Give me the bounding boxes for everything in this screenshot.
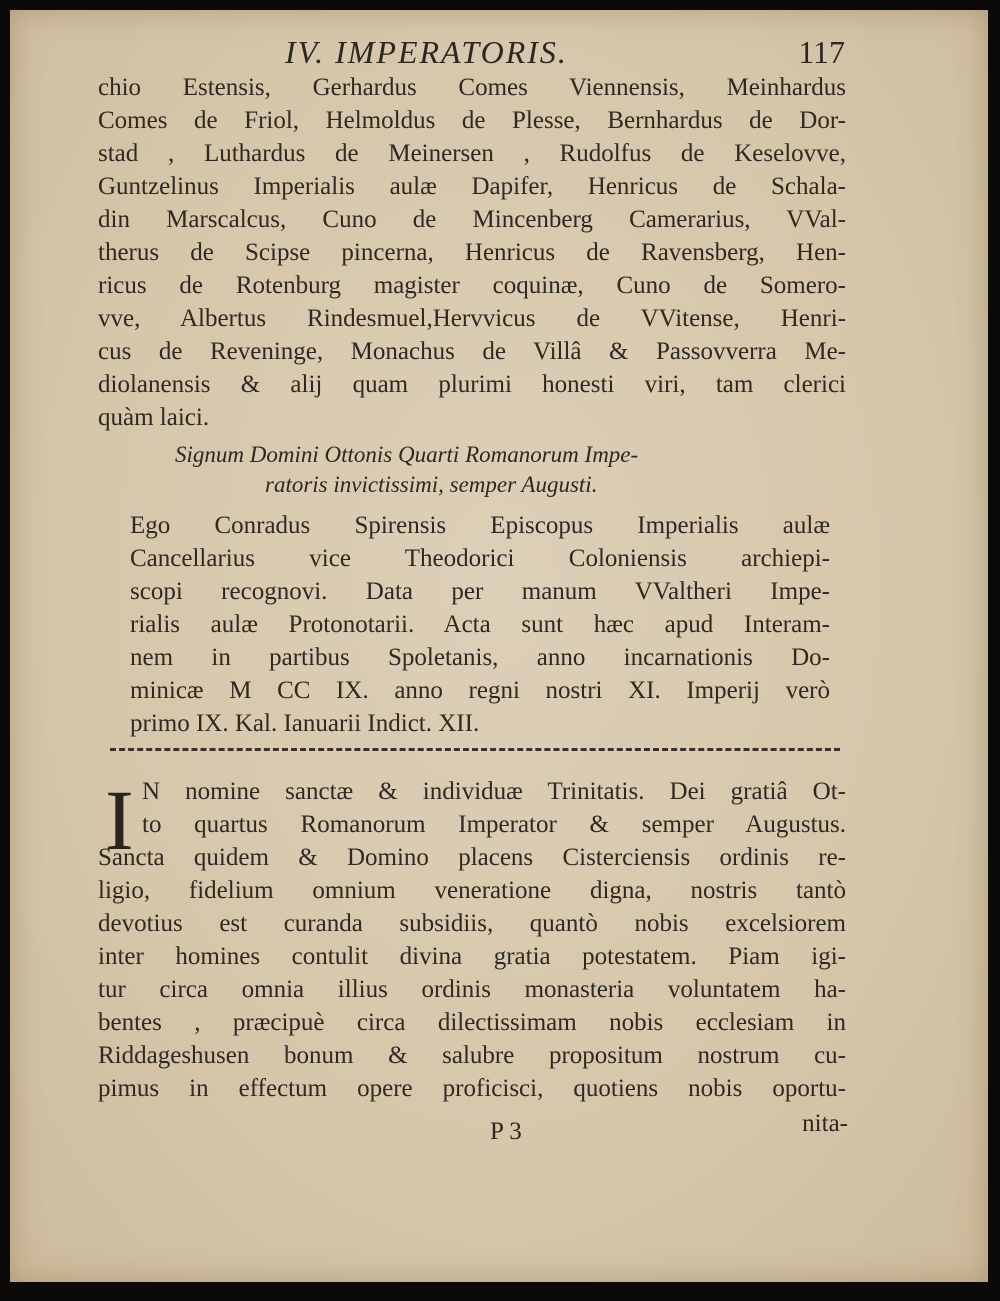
text-line: Ego Conradus Spirensis Episcopus Imperialis aulæ	[130, 512, 830, 539]
text-line-last: quàm laici.	[98, 404, 210, 431]
text-line: pimus in effectum opere proficisci, quotiens nobis oportu-	[98, 1075, 846, 1102]
text-line: Cancellarius vice Theodorici Coloniensis archiepi-	[130, 545, 830, 572]
catchword: nita-	[802, 1110, 848, 1137]
running-title: IV. IMPERATORIS.	[285, 34, 568, 70]
text-line: stad , Luthardus de Meinersen , Rudolfus de Keselovve,	[98, 140, 846, 167]
signum-line: ratoris invictissimi, semper Augusti.	[265, 472, 598, 497]
text-line: devotius est curanda subsidiis, quantò nobis excelsiorem	[98, 910, 846, 937]
book-page	[10, 10, 988, 1282]
text-line: Riddageshusen bonum & salubre propositum nostrum cu-	[98, 1042, 846, 1069]
text-line: N nomine sanctæ & individuæ Trinitatis. Dei gratiâ Ot-	[142, 778, 846, 805]
drop-cap: I	[105, 772, 134, 868]
text-line: to quartus Romanorum Imperator & semper Augustus.	[142, 811, 846, 838]
page-header	[285, 34, 845, 74]
text-line: minicæ M CC IX. anno regni nostri XI. Imperij verò	[130, 677, 830, 704]
page-number: 117	[798, 34, 845, 70]
text-line: nem in partibus Spoletanis, anno incarnationis Do-	[130, 644, 830, 671]
text-line: ligio, fidelium omnium veneratione digna, nostris tantò	[98, 877, 846, 904]
text-line: diolanensis & alij quam plurimi honesti viri, tam clerici	[98, 371, 846, 398]
text-line: rialis aulæ Protonotarii. Acta sunt hæc apud Interam-	[130, 611, 830, 638]
text-line: chio Estensis, Gerhardus Comes Viennensis, Meinhardus	[98, 74, 846, 101]
text-line: vve, Albertus Rindesmuel,Hervvicus de VVitense, Henri-	[98, 305, 846, 332]
text-line: Comes de Friol, Helmoldus de Plesse, Bernhardus de Dor-	[98, 107, 846, 134]
signum-line: Signum Domini Ottonis Quarti Romanorum Impe-	[175, 442, 639, 467]
text-line: tur circa omnia illius ordinis monasteria voluntatem ha-	[98, 976, 846, 1003]
text-line: bentes , præcipuè circa dilectissimam nobis ecclesiam in	[98, 1009, 846, 1036]
text-line-last: primo IX. Kal. Ianuarii Indict. XII.	[130, 710, 480, 737]
text-line: scopi recognovi. Data per manum VValtheri Impe-	[130, 578, 830, 605]
text-line: therus de Scipse pincerna, Henricus de Ravensberg, Hen-	[98, 239, 846, 266]
text-line: ricus de Rotenburg magister coquinæ, Cuno de Somero-	[98, 272, 846, 299]
signature-mark: P 3	[490, 1118, 522, 1145]
text-line: Sancta quidem & Domino placens Cisterciensis ordinis re-	[98, 844, 846, 871]
text-line: din Marscalcus, Cuno de Mincenberg Camerarius, VVal-	[98, 206, 846, 233]
text-line: inter homines contulit divina gratia potestatem. Piam igi-	[98, 943, 846, 970]
text-line: Guntzelinus Imperialis aulæ Dapifer, Henricus de Schala-	[98, 173, 846, 200]
section-divider	[110, 748, 840, 751]
text-line: cus de Reveninge, Monachus de Villâ & Passovverra Me-	[98, 338, 846, 365]
